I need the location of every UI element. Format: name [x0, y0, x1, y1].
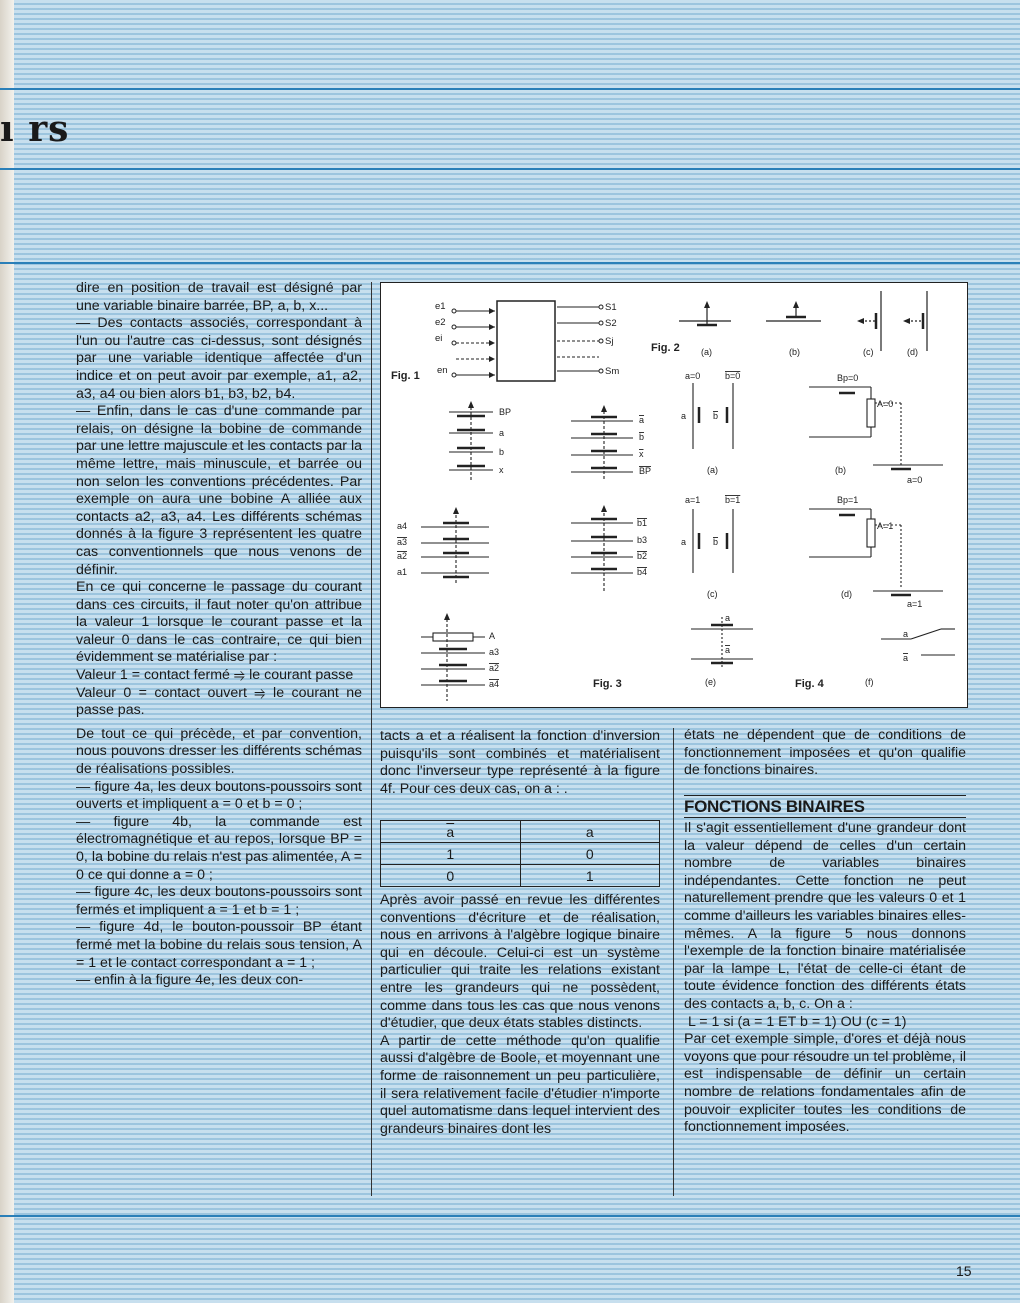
fig3-g1-label: BP: [499, 407, 512, 417]
header-title: ı rs: [0, 108, 70, 150]
fig1-input-1: e1: [435, 301, 446, 312]
fig3-g1-label: x: [499, 465, 504, 475]
fig2-label-b: (b): [789, 347, 800, 357]
column-divider: [371, 282, 372, 1196]
fig4a-label: a=0: [685, 371, 701, 381]
paragraph: — figure 4b, la commande est électromagnétique et au repos, lorsque BP = 0, la bobine du relais n'est pas alimentée, A = 0 ce qui donne a = 0 ;: [76, 813, 362, 883]
table-header-cell: a: [520, 821, 660, 843]
fig3-g2-label: b: [639, 432, 645, 442]
paragraph: Valeur 0 = contact ouvert ⥤ le courant ne passe pas.: [76, 684, 362, 719]
fig2-label-d: (d): [907, 347, 918, 357]
fig4a-caption: (a): [707, 465, 718, 475]
fig4e-label: a: [725, 645, 731, 655]
fig4-caption: Fig. 4: [795, 678, 824, 690]
fig2-label-c: (c): [863, 347, 874, 357]
fig4b-label: a=0: [907, 475, 923, 485]
fig3-g4-label: b4: [637, 567, 648, 577]
paragraph: — figure 4d, le bouton-poussoir BP étant fermé met la bobine du relais sous tension, A = 1 et le contact correspondant a = 1 ;: [76, 919, 362, 971]
section-title: FONCTIONS BINAIRES: [684, 795, 966, 818]
table-cell: 1: [520, 865, 660, 887]
fig3-g4-label: b1: [637, 518, 648, 528]
paragraph: Par cet exemple simple, d'ores et déjà nous voyons que pour résoudre un tel problème, il est indispensable de définir un certain nombre de relations fondamentales afin de pouvoir expliciter toutes les conditions de fonctionnement imposées.: [684, 1031, 966, 1136]
fig3-g2-label: BP: [639, 466, 652, 476]
fig3-g2-label: a: [639, 415, 645, 425]
fig1-output-4: Sm: [605, 366, 620, 377]
fig4d-caption: (d): [841, 589, 852, 599]
fig1-output-1: S1: [605, 302, 617, 313]
fig3-group-2: [571, 405, 651, 481]
paragraph: Valeur 1 = contact fermé ⥤ le courant passe: [76, 667, 354, 684]
fig1-input-2: e2: [435, 317, 446, 328]
top-rule: [0, 262, 1020, 264]
fig3-g5-label: a3: [489, 647, 500, 657]
fig3-g4-label: b3: [637, 535, 648, 545]
right-column-body: [684, 820, 966, 1137]
fig4b-label: Bp=0: [837, 373, 859, 383]
paragraph: Il s'agit essentiellement d'une grandeur dont la valeur dépend de celles d'un certain nombre de variables binaires indépendantes. Cette fonction ne peut naturellement prendre que les valeurs 0 et 1 comme d'ailleurs les variables binaires elles-mêmes. A la figure 5 nous donnons l'exemple de la fonction binaire matérialisée par la lampe L, l'état de celle-ci étant de toute évidence fonction des différents états des contacts a, b, c. On a :: [684, 820, 966, 1012]
paragraph: En ce qui concerne le passage du courant dans ces circuits, il faut noter qu'on attribue la valeur 1 lorsque le courant passe et la valeur 0 dans le cas contraire, ce qui bien évidemment se matérialise par :: [76, 579, 362, 666]
fig1-input-4: en: [437, 365, 448, 376]
fig4e-caption: (e): [705, 677, 716, 687]
fig3-g3-label: a1: [397, 567, 408, 577]
table-cell: 0: [520, 843, 660, 865]
truth-table: [380, 820, 660, 887]
fig1-caption: Fig. 1: [391, 370, 420, 382]
fig3-g3-label: a4: [397, 521, 408, 531]
fig3-group-5: [421, 613, 499, 701]
table-header-row: [381, 821, 660, 843]
fig3-g3-label: a2: [397, 551, 408, 561]
fig3-g4-label: b2: [637, 551, 648, 561]
formula: L = 1 si (a = 1 ET b = 1) OU (c = 1): [688, 1013, 907, 1030]
fig4d-label: A=1: [877, 521, 894, 531]
fig3-g5-label: a2: [489, 663, 500, 673]
paragraph: A partir de cette méthode qu'on qualifie aussi d'algèbre de Boole, et moyennant une forme de raisonnement un peu particulière, il sera relativement facile d'étudier n'importe quel automatisme dans lequel intervient des grandeurs binaires dont les: [380, 1032, 660, 1137]
page-spine: [0, 0, 14, 1303]
fig4f-label: a: [903, 629, 909, 639]
fig3-group-4: [571, 505, 647, 593]
right-column: [684, 727, 966, 780]
fig4a-label: b=0: [725, 371, 741, 381]
fig3-diagram: [397, 401, 651, 701]
middle-column: [380, 728, 660, 798]
fig4b-caption: (b): [835, 465, 846, 475]
fig3-group-3: [397, 507, 489, 585]
fig4-diagram: [681, 371, 955, 690]
fig4f-label: a: [903, 653, 909, 663]
table-cell: 0: [381, 865, 521, 887]
fig1-output-2: S2: [605, 318, 617, 329]
fig4c-label: a: [681, 537, 687, 547]
fig4c-label: b: [713, 537, 719, 547]
fig2-caption: Fig. 2: [651, 342, 680, 354]
column-divider: [673, 728, 674, 1196]
middle-column-body: [380, 892, 660, 1138]
fig3-caption: Fig. 3: [593, 678, 622, 690]
fig4c-caption: (c): [707, 589, 718, 599]
paragraph: tacts a et a réalisent la fonction d'inversion puisqu'ils sont combinés et matérialisent donc l'inverseur type représenté à la figure 4f. Pour ces deux cas, on a : .: [380, 728, 660, 797]
table-header-cell: $\overline{a}$: [381, 821, 521, 843]
fig4b-label: A=0: [877, 399, 894, 409]
fig3-g5-label: A: [489, 631, 496, 641]
fig4c-label: b=1: [725, 495, 741, 505]
fig4d-label: a=1: [907, 599, 923, 609]
table-cell: 1: [381, 843, 521, 865]
table-row: [381, 843, 660, 865]
paragraph: — Enfin, dans le cas d'une commande par relais, on désigne la bobine de commande par une lettre majuscule et les contacts par la même lettre, mais minuscule, et barrée ou non selon les conventions précédentes. Par exemple on aura une bobine A alliée aux contacts a2, a3, a4. Les différents schémas donnés à la figure 3 représentent les quatre cas conventionnels que nous venons de définir.: [76, 403, 362, 578]
fig4e-label: a: [725, 613, 731, 623]
fig2-label-a: (a): [701, 347, 712, 357]
fig3-g1-label: b: [499, 447, 505, 457]
paragraph: états ne dépendent que de conditions de fonctionnement imposées et qu'on qualifie de fonctions binaires.: [684, 727, 966, 779]
fig3-g3-label: a3: [397, 537, 408, 547]
fig3-g2-label: x: [639, 449, 644, 459]
paragraph: — figure 4a, les deux boutons-poussoirs sont ouverts et impliquent a = 0 et b = 0 ;: [76, 778, 362, 813]
fig3-group-1: [449, 401, 511, 481]
header-band: [0, 88, 1020, 170]
paragraph: — Des contacts associés, correspondant à l'un ou l'autre cas ci-dessus, sont désignés par une variable identique affectée d'un indice et on peut avoir par exemple, a1, a2, a3, a4 ou bien alors b1, b3, b2, b4.: [76, 315, 362, 402]
fig4d-label: Bp=1: [837, 495, 859, 505]
paragraph: dire en position de travail est désigné par une variable binaire barrée, BP, a, b, x...: [76, 280, 362, 314]
bottom-rule: [0, 1215, 1020, 1217]
paragraph: — enfin à la figure 4e, les deux con-: [76, 972, 304, 989]
figures-svg: [381, 283, 967, 707]
fig1-diagram: [391, 301, 619, 382]
paragraph: De tout ce qui précède, et par convention, nous pouvons dresser les différents schémas de réalisations possibles.: [76, 725, 362, 778]
left-column: [76, 280, 362, 990]
paragraph: Après avoir passé en revue les différentes conventions d'écriture et de réalisation, nous en arrivons à l'algèbre logique binaire qui en découle. Celui-ci est un système particulier qui traite les relations existant entre les grandeurs qui ne possèdent, comme dans tous les cas que nous venons d'étudier, que deux états stables distincts.: [380, 892, 660, 1032]
fig4c-label: a=1: [685, 495, 701, 505]
fig1-input-3: ei: [435, 333, 443, 344]
fig1-output-3: Sj: [605, 336, 614, 347]
fig3-g5-label: a4: [489, 679, 500, 689]
paragraph: — figure 4c, les deux boutons-poussoirs sont fermés et impliquent a = 1 et b = 1 ;: [76, 884, 362, 918]
figures-panel: [380, 282, 968, 708]
fig2-diagram: [651, 291, 927, 357]
page-number: 15: [956, 1263, 972, 1279]
fig4f-caption: (f): [865, 677, 874, 687]
table-row: [381, 865, 660, 887]
fig4a-label: b: [713, 411, 719, 421]
fig4a-label: a: [681, 411, 687, 421]
fig3-g1-label: a: [499, 428, 505, 438]
